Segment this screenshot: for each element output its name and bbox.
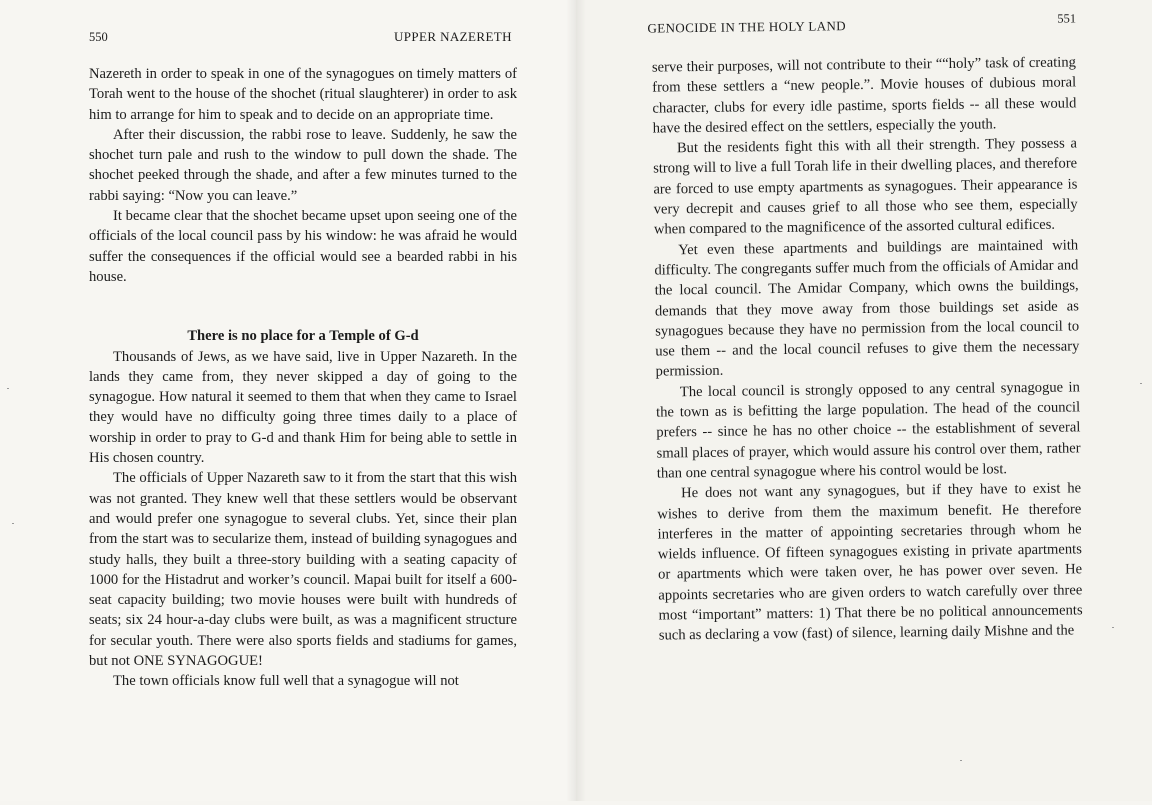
book-gutter [566,0,586,801]
page-number: 550 [89,30,108,44]
scan-speck [960,760,962,761]
paragraph: serve their purposes, will not contribute to their ““holy” task of creating from these settlers a “new people.”. Movie houses of dubious moral character, clubs for every idle pastime, sports fields -- all these would have the desired effect on the settlers, especially the youth. [651,54,1077,137]
page-number: 551 [1057,11,1077,26]
paragraph: Thousands of Jews, as we have said, live in Upper Nazareth. In the lands they came from, they never skipped a day of going to the synagogue. How natural it seemed to them that when they came to Israel they would have no difficulty going three times daily to a place of worship in order to pray to G-d and thank Him for being able to settle in His chosen country. [89,348,517,467]
scan-speck [12,523,14,524]
running-head: GENOCIDE IN THE HOLY LAND [647,18,847,36]
body-text [89,64,517,692]
left-page [0,0,576,801]
scan-speck [7,388,9,389]
paragraph: The local council is strongly opposed to any central synagogue in the town as is befitting the large population. The head of the council prefers -- since he has no other choice -- the establishment of several small places of prayer, which would assure his control over them, rather than one central synagogue where his control would be lost. [656,379,1081,482]
paragraph: The officials of Upper Nazareth saw to it from the start that this wish was not granted. They knew well that these settlers would be observant and would prefer one synagogue to several clubs. Yet, since their plan from the start was to secularize them, instead of building synagogues and study halls, they built a three-story building with a seating capacity of 1000 for the Histadrut and worker’s council. Mapai built for itself a 600-seat capacity building; two movie houses were built with hundreds of seats; six 24 hour-a-day clubs were built, as was a magnificent structure for secular youth. There were also sports fields and stadiums for games, but not ONE SYNAGOGUE! [89,470,517,670]
body-text [652,52,1083,646]
running-head: UPPER NAZERETH [394,29,512,44]
paragraph: But the residents fight this with all their strength. They possess a strong will to live a full Torah life in their dwelling places, and therefore are forced to use empty apartments as synagogues. Their appearance is very decrepit and causes grief to all those who see them, especially when compared to the magnificence of the assorted cultural edifices. [653,135,1078,238]
paragraph: Yet even these apartments and buildings are maintained with difficulty. The congregants suffer much from the officials of Amidar and the local council. The Amidar Company, which owns the buildings, demands that they move away from those buildings set aside as synagogues because they have no permission from the local council to use them -- and the local council refuses to give them the necessary permission. [654,237,1080,380]
paragraph: He does not want any synagogues, but if they have to exist he wishes to derive from them the maximum benefit. He therefore interferes in the matter of appointing secretaries through whom he wields influence. Of fifteen synagogues existing in private apartments or apartments which were taken over, he has power over seven. He appoints secretaries who are given orders to watch carefully over three most “important” matters: 1) That there be no political announcements such as declaring a vow (fast) of silence, learning daily Mishne and the [657,480,1083,644]
right-page [576,0,1152,801]
paragraph: After their discussion, the rabbi rose to leave. Suddenly, he saw the shochet turn pale and rush to the window to pull down the shade. The shochet peeked through the shade, and after a few minutes turned to the rabbi saying: “Now you can leave.” [89,126,517,204]
scan-speck [1140,383,1142,384]
scan-speck [1112,627,1114,628]
paragraph: Nazereth in order to speak in one of the synagogues on timely matters of Torah went to the house of the shochet (ritual slaughterer) in order to ask him to arrange for him to speak and to decide on an appropriate time. [89,66,517,123]
section-heading: There is no place for a Temple of G-d [187,328,419,345]
paragraph: It became clear that the shochet became upset upon seeing one of the officials of the local council pass by his window: he was afraid he would suffer the consequences if the official would see a bearded rabbi in his house. [89,208,517,285]
paragraph: The town officials know full well that a synagogue will not [113,673,459,690]
